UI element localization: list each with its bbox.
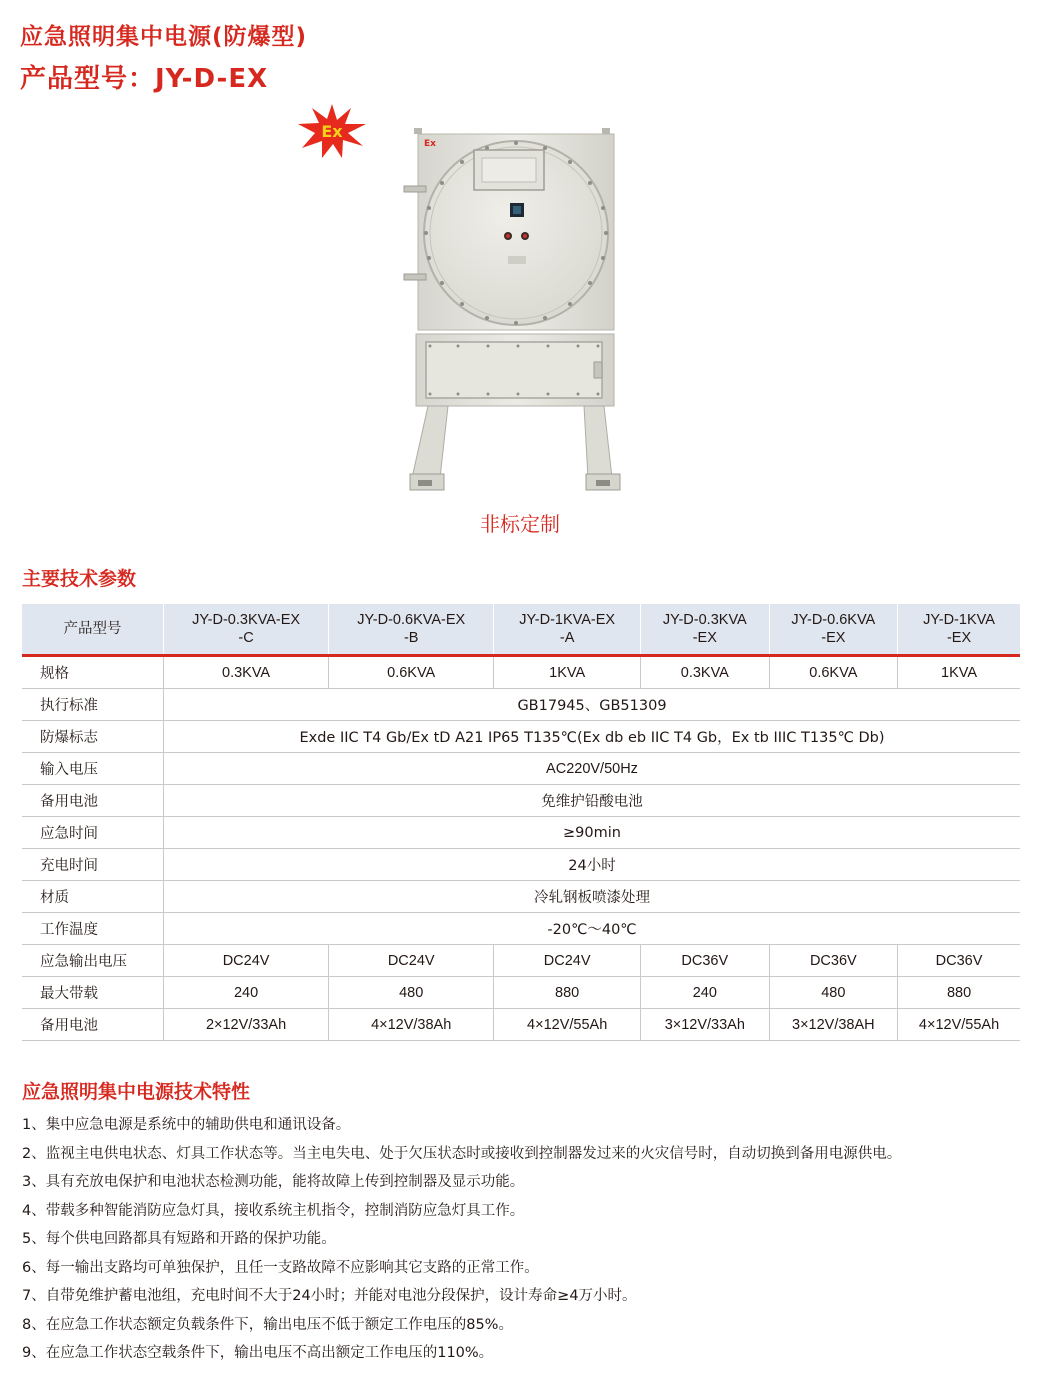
list-item: 7、自带免维护蓄电池组，充电时间不大于24小时；并能对电池分段保护，设计寿命≥4万小时。 — [22, 1288, 637, 1304]
header-model: JY-D-0.6KVA-EX -B — [329, 604, 494, 656]
row-label: 备用电池 — [22, 1009, 164, 1041]
table-row — [22, 849, 1020, 881]
row-label: 规格 — [22, 656, 164, 689]
table-cell: 880 — [494, 977, 641, 1009]
table-cell: 880 — [898, 977, 1020, 1009]
table-row — [22, 785, 1020, 817]
table-cell: 4×12V/55Ah — [898, 1009, 1020, 1041]
row-label: 备用电池 — [22, 785, 164, 817]
table-row — [22, 977, 1020, 1009]
table-cell: DC36V — [898, 945, 1020, 977]
table-cell: 3×12V/33Ah — [641, 1009, 770, 1041]
table-cell: 240 — [641, 977, 770, 1009]
table-row — [22, 881, 1020, 913]
cabinet-ex-mark: Ex — [424, 139, 436, 149]
header-model: JY-D-0.3KVA-EX -C — [164, 604, 329, 656]
list-item: 1、集中应急电源是系统中的辅助供电和通讯设备。 — [22, 1117, 351, 1133]
table-cell-merged: Exde IIC T4 Gb/Ex tD A21 IP65 T135℃(Ex db eb IIC T4 Gb，Ex tb IIIC T135℃ Db) — [164, 721, 1021, 753]
list-item: 8、在应急工作状态额定负载条件下，输出电压不低于额定工作电压的85%。 — [22, 1316, 513, 1333]
table-row — [22, 656, 1020, 689]
row-label: 防爆标志 — [22, 721, 164, 753]
table-cell: 2×12V/33Ah — [164, 1009, 329, 1041]
list-item: 5、每个供电回路都具有短路和开路的保护功能。 — [22, 1231, 336, 1247]
list-item: 9、在应急工作状态空载条件下，输出电压不高出额定工作电压的110%。 — [22, 1345, 494, 1361]
table-row — [22, 913, 1020, 945]
spec-section-title: 主要技术参数 — [22, 568, 137, 590]
row-label: 材质 — [22, 881, 164, 913]
table-cell: DC36V — [641, 945, 770, 977]
header-model: JY-D-0.3KVA -EX — [641, 604, 770, 656]
image-caption: 非标定制 — [480, 512, 560, 536]
table-row — [22, 817, 1020, 849]
table-cell: 3×12V/38AH — [769, 1009, 898, 1041]
row-label: 应急时间 — [22, 817, 164, 849]
table-cell-merged: -20℃～40℃ — [164, 913, 1021, 945]
table-cell: DC24V — [164, 945, 329, 977]
list-item: 6、每一输出支路均可单独保护，且任一支路故障不应影响其它支路的正常工作。 — [22, 1259, 539, 1276]
table-cell: 0.3KVA — [641, 656, 770, 689]
list-item: 2、监视主电供电状态、灯具工作状态等。当主电失电、处于欠压状态时或接收到控制器发过来的火灾信号时，自动切换到备用电源供电。 — [22, 1145, 902, 1162]
explosion-proof-cabinet-illustration — [398, 128, 638, 493]
row-label: 应急输出电压 — [22, 945, 164, 977]
spec-table — [22, 604, 1020, 1041]
row-label: 充电时间 — [22, 849, 164, 881]
table-cell-merged: 免维护铅酸电池 — [164, 785, 1021, 817]
table-cell: DC24V — [329, 945, 494, 977]
table-cell: 1KVA — [898, 656, 1020, 689]
list-item: 3、具有充放电保护和电池状态检测功能，能将故障上传到控制器及显示功能。 — [22, 1174, 525, 1190]
features-list — [22, 1111, 1037, 1368]
table-cell: 0.6KVA — [769, 656, 898, 689]
table-cell-merged: AC220V/50Hz — [164, 753, 1021, 785]
table-row — [22, 1009, 1020, 1041]
model-number-heading: 产品型号：JY-D-EX — [20, 64, 269, 94]
header-label: 产品型号 — [22, 604, 164, 656]
row-label: 输入电压 — [22, 753, 164, 785]
table-row — [22, 689, 1020, 721]
header-model: JY-D-1KVA -EX — [898, 604, 1020, 656]
table-cell: 4×12V/55Ah — [494, 1009, 641, 1041]
list-item: 4、带载多种智能消防应急灯具，接收系统主机指令，控制消防应急灯具工作。 — [22, 1202, 525, 1219]
page-title: 应急照明集中电源(防爆型) — [20, 24, 308, 50]
table-cell-merged: GB17945、GB51309 — [164, 689, 1021, 721]
row-label: 最大带载 — [22, 977, 164, 1009]
table-cell: 0.6KVA — [329, 656, 494, 689]
table-cell-merged: ≥90min — [164, 817, 1021, 849]
table-cell-merged: 冷轧钢板喷漆处理 — [164, 881, 1021, 913]
table-row — [22, 945, 1020, 977]
row-label: 执行标准 — [22, 689, 164, 721]
table-cell: 4×12V/38Ah — [329, 1009, 494, 1041]
table-row — [22, 721, 1020, 753]
table-cell-merged: 24小时 — [164, 849, 1021, 881]
ex-starburst-icon — [296, 102, 368, 160]
features-section-title: 应急照明集中电源技术特性 — [22, 1081, 251, 1103]
table-cell: DC36V — [769, 945, 898, 977]
table-cell: DC24V — [494, 945, 641, 977]
table-cell: 240 — [164, 977, 329, 1009]
table-cell: 0.3KVA — [164, 656, 329, 689]
ex-badge-label: Ex — [321, 122, 343, 141]
spec-header-row — [22, 604, 1020, 656]
table-cell: 480 — [329, 977, 494, 1009]
header-model: JY-D-1KVA-EX -A — [494, 604, 641, 656]
row-label: 工作温度 — [22, 913, 164, 945]
header-model: JY-D-0.6KVA -EX — [769, 604, 898, 656]
table-cell: 480 — [769, 977, 898, 1009]
table-cell: 1KVA — [494, 656, 641, 689]
table-row — [22, 753, 1020, 785]
